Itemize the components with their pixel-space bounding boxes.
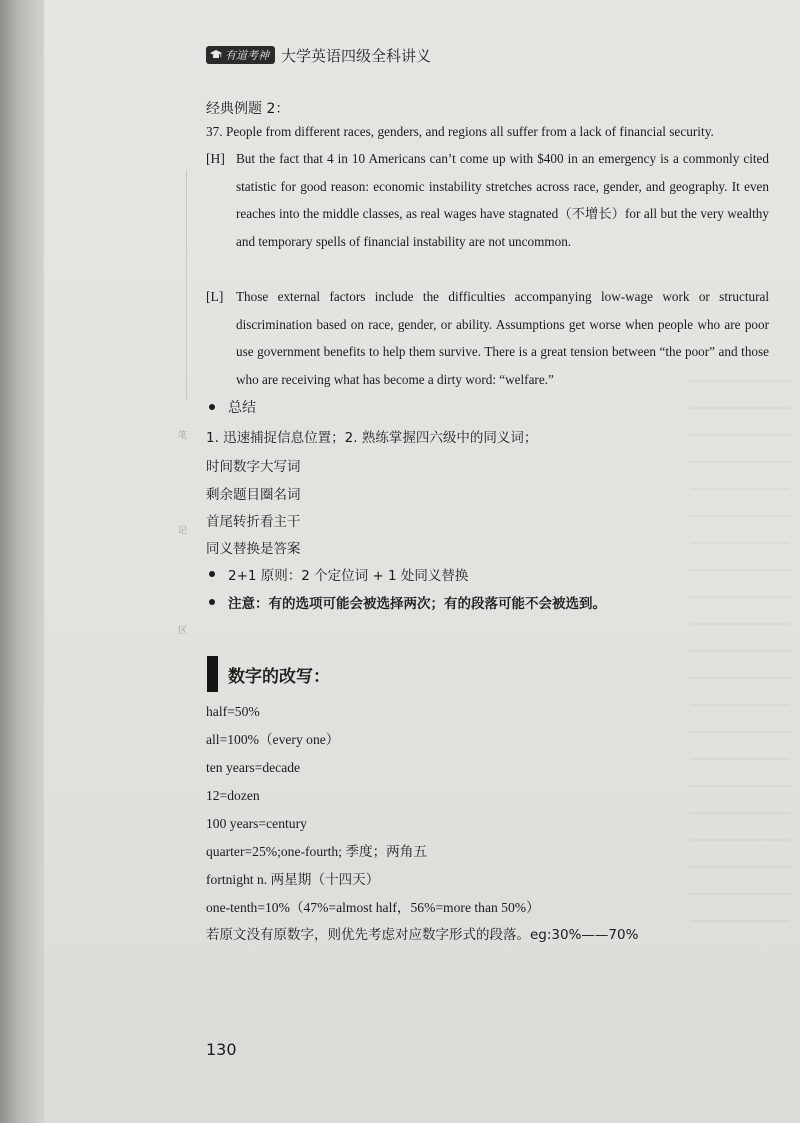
summary-line: 1. 迅速捕捉信息位置；2. 熟练掌握四六级中的同义词； bbox=[206, 430, 538, 446]
book-binding-edge bbox=[0, 0, 44, 1123]
brand-logo bbox=[206, 46, 275, 64]
page-header bbox=[206, 44, 431, 66]
section-marker-bar bbox=[207, 656, 218, 692]
number-item: fortnight n. 两星期（十四天） bbox=[206, 872, 380, 887]
question-37: 37. People from different races, genders, and regions all suffer from a lack of financial security. bbox=[206, 124, 714, 139]
summary-line: 剩余题目圈名词 bbox=[206, 487, 301, 503]
bullet-dot bbox=[209, 404, 215, 410]
page-number: 130 bbox=[206, 1040, 237, 1059]
rule-bullet: 2+1 原则：2 个定位词 + 1 处同义替换 bbox=[228, 568, 469, 584]
number-item: all=100%（every one） bbox=[206, 732, 340, 747]
book-title: 大学英语四级全科讲义 bbox=[281, 46, 432, 65]
margin-mark: 笔 bbox=[178, 431, 188, 441]
number-item: half=50% bbox=[206, 704, 260, 719]
show-through-text bbox=[690, 380, 790, 940]
number-item: quarter=25%;one-fourth; 季度；两角五 bbox=[206, 844, 427, 859]
brand-name: 有道考神 bbox=[225, 49, 269, 62]
graduation-cap-icon bbox=[210, 49, 222, 61]
note-bullet: 注意：有的选项可能会被选择两次；有的段落可能不会被选到。 bbox=[228, 596, 606, 612]
bullet-dot bbox=[209, 599, 215, 605]
number-item: 若原文没有原数字，则优先考虑对应数字形式的段落。eg:30%——70% bbox=[206, 927, 639, 943]
number-item: one-tenth=10%（47%=almost half，56%=more than 50%） bbox=[206, 900, 540, 915]
paragraph-label-l: [L] bbox=[206, 289, 224, 304]
bullet-dot bbox=[209, 571, 215, 577]
margin-rule bbox=[186, 170, 187, 400]
margin-mark: 记 bbox=[178, 526, 188, 536]
example-heading: 经典例题 2： bbox=[206, 101, 290, 117]
number-item: 12=dozen bbox=[206, 788, 260, 803]
summary-line: 时间数字大写词 bbox=[206, 459, 301, 475]
summary-title: 总结 bbox=[228, 400, 256, 416]
section-title: 数字的改写： bbox=[228, 667, 330, 687]
number-item: ten years=decade bbox=[206, 760, 301, 775]
paragraph-label-h: [H] bbox=[206, 151, 225, 166]
number-item: 100 years=century bbox=[206, 816, 307, 831]
paragraph-h-text: But the fact that 4 in 10 Americans can’t come up with $400 in an emergency is a commonly cited statistic for good reason: economic instability stretches across race, gender, and geography. It even reaches into the middle classes, as real wages have stagnated（不增长）for all but the very wealthy and temporary spells of financial instability are not uncommon. bbox=[236, 151, 769, 249]
margin-mark: 区 bbox=[178, 626, 188, 636]
summary-line: 首尾转折看主干 bbox=[206, 514, 301, 530]
summary-line: 同义替换是答案 bbox=[206, 541, 301, 557]
paragraph-l-text: Those external factors include the difficulties accompanying low-wage work or structural discrimination based on race, gender, or ability. Assumptions get worse when people who are poor use government benefits to help them survive. There is a great tension between “the poor” and those who are receiving what has become a dirty word: “welfare.” bbox=[236, 289, 769, 387]
